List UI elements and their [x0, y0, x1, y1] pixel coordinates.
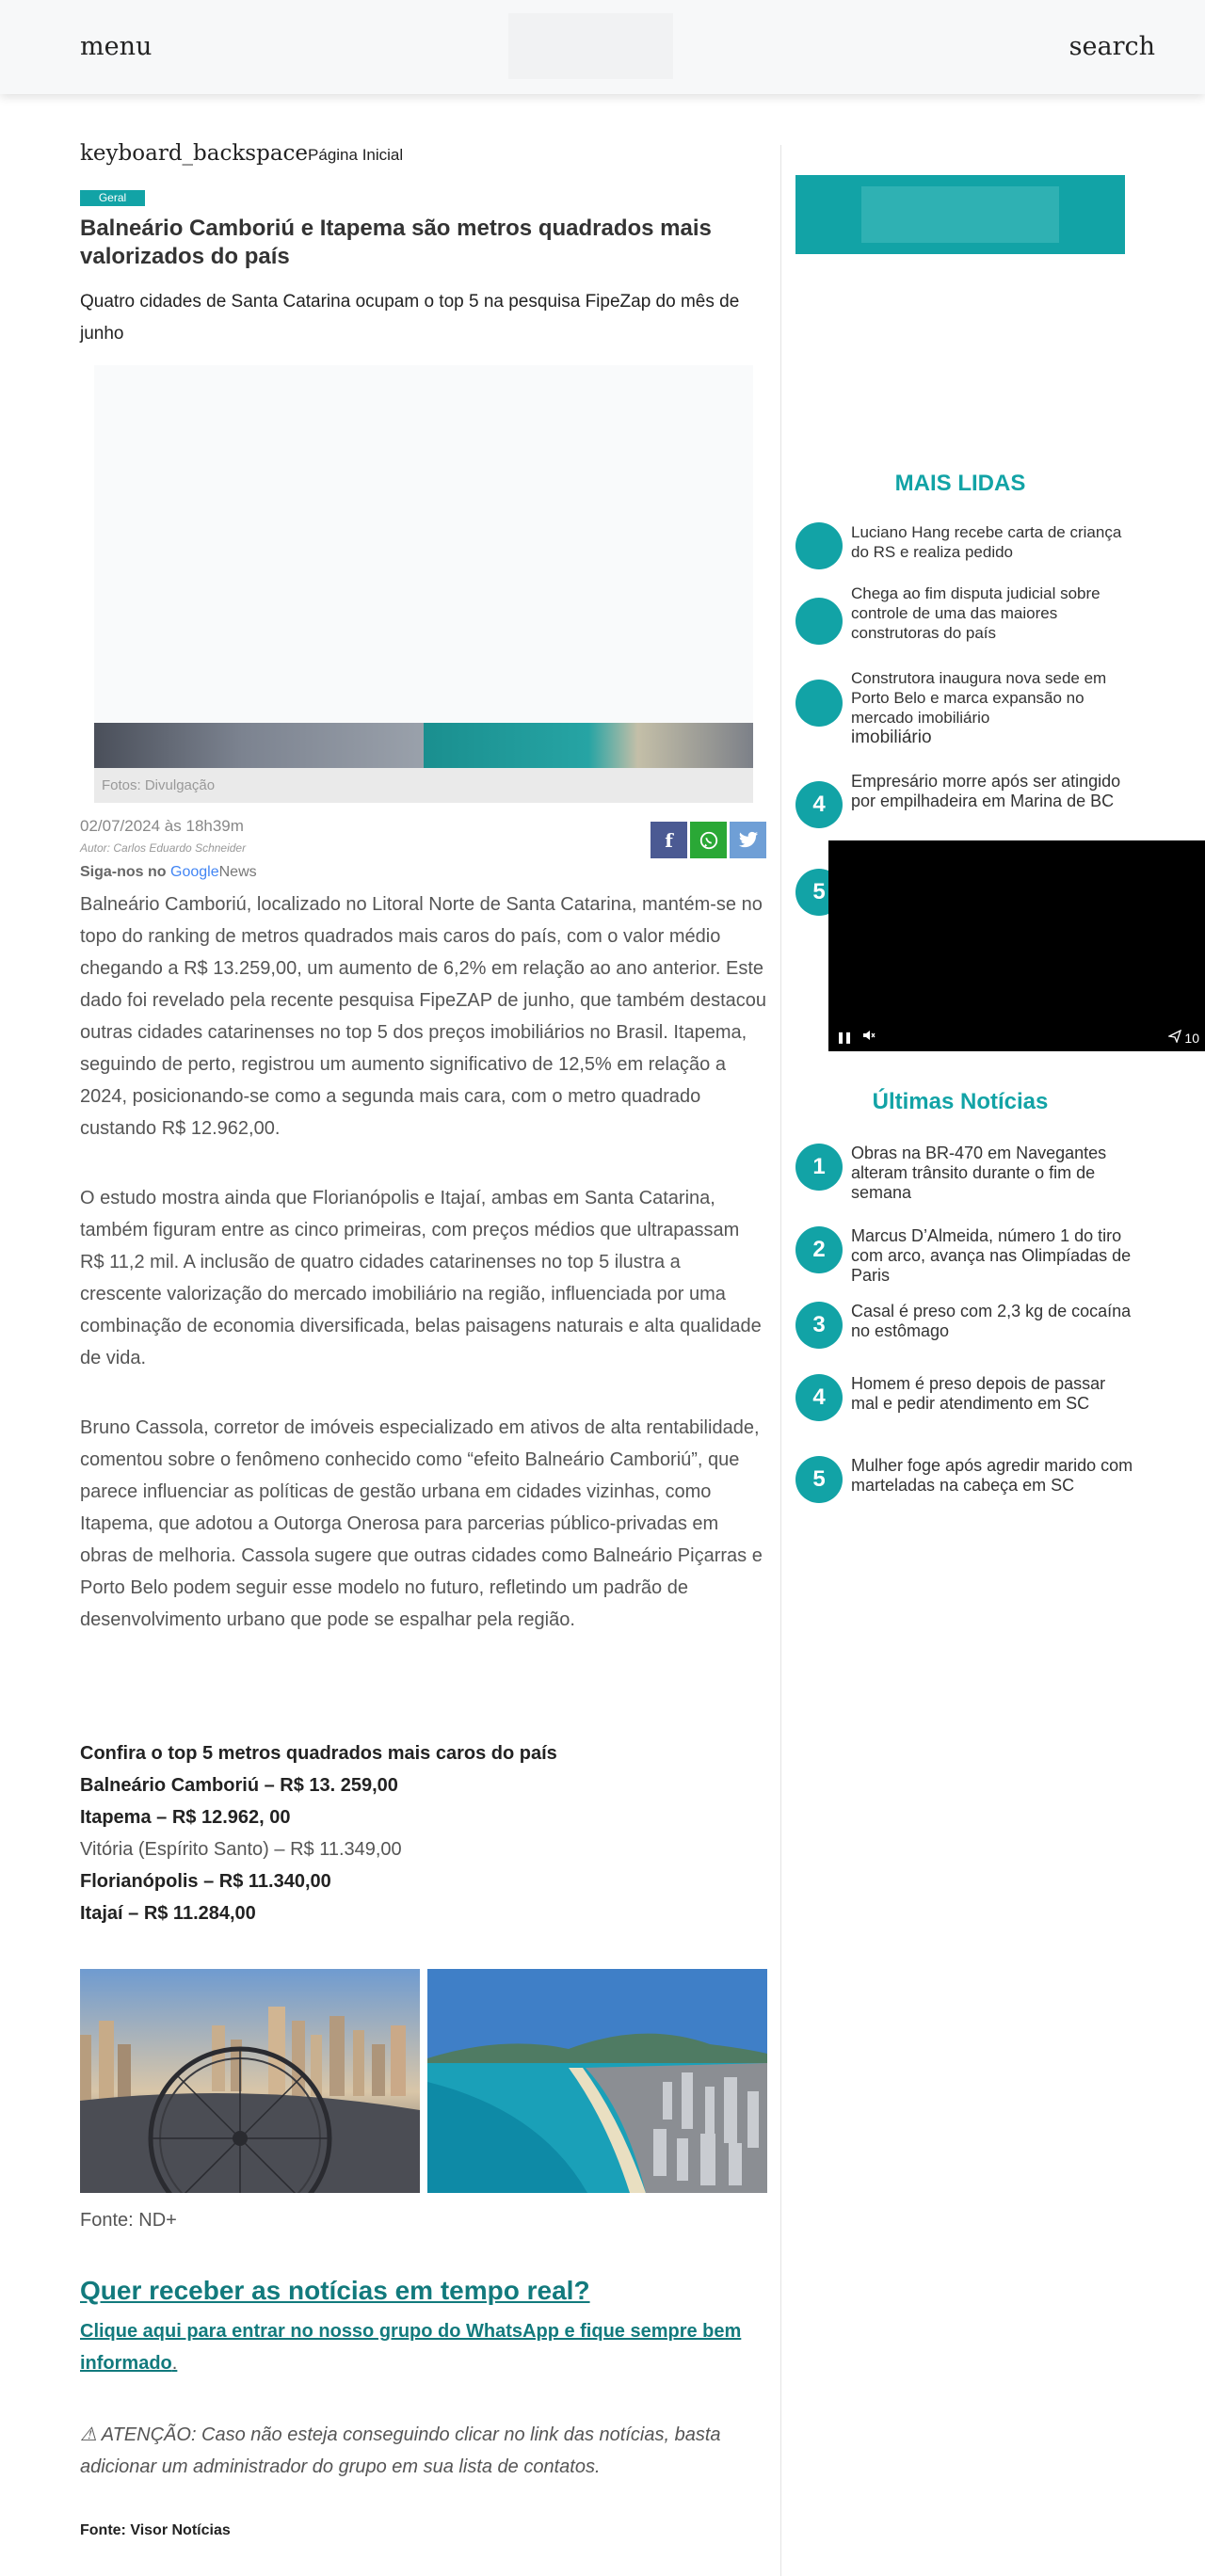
- article-title: Balneário Camboriú e Itapema são metros quadrados mais valorizados do país: [80, 216, 712, 269]
- category-badge[interactable]: Geral: [80, 190, 145, 206]
- banner-inner: [861, 186, 1059, 243]
- column-divider: [780, 145, 781, 2576]
- ferris-wheel-photo: [80, 1969, 420, 2193]
- breadcrumb-label: Página Inicial: [308, 146, 404, 164]
- sidebar-banner[interactable]: [795, 175, 1125, 254]
- article-paragraph: Bruno Cassola, corretor de imóveis especializado em ativos de alta rentabilidade, comentou sobre o fenômeno conhecido como “efeito Balneário Camboriú”, que parece influenciar as políticas de gestão urbana em cidades vizinhas, como Itapema, que adotou a Outorga Onerosa para parcerias público-privadas em obras de melhoria. Cassola sugere que outras cidades como Balneário Piçarras e Porto Belo podem seguir esse modelo no futuro, refletindo um padrão de desenvolvimento urbano que pode se espalhar pela região.: [80, 1417, 763, 1630]
- search-button[interactable]: search: [1068, 32, 1155, 61]
- menu-button[interactable]: menu: [80, 32, 153, 61]
- ranking-item: Balneário Camboriú – R$ 13. 259,00: [80, 1775, 398, 1796]
- back-link[interactable]: [80, 141, 403, 166]
- rank-circle: [795, 680, 843, 727]
- rank-circle: [795, 598, 843, 645]
- ranking-item: Itajaí – R$ 11.284,00: [80, 1903, 256, 1924]
- ranking-item: Vitória (Espírito Santo) – R$ 11.349,00: [80, 1839, 402, 1860]
- share-twitter-button[interactable]: [730, 822, 766, 858]
- mais-lidas-overlay: imobiliário: [851, 728, 932, 747]
- site-logo[interactable]: [508, 13, 673, 79]
- ultimas-link[interactable]: Marcus D’Almeida, número 1 do tiro com arco, avança nas Olimpíadas de Paris: [851, 1226, 1132, 1285]
- warning-note: ⚠ ATENÇÃO: Caso não esteja conseguindo clicar no link das notícias, basta adicionar um administrador do grupo em sua lista de contatos.: [80, 2424, 721, 2477]
- google-news-logo: GoogleNews: [170, 864, 257, 880]
- follow-google-news[interactable]: [80, 864, 257, 881]
- ultimas-link[interactable]: Mulher foge após agredir marido com marteladas na cabeça em SC: [851, 1456, 1133, 1495]
- share-facebook-button[interactable]: [651, 822, 687, 858]
- facebook-icon: f: [665, 828, 673, 852]
- article-body: [80, 888, 767, 1673]
- hero-image-strip: [94, 723, 753, 768]
- rank-number: 5: [795, 1456, 843, 1503]
- back-icon: keyboard_backspace: [80, 141, 309, 166]
- pause-icon[interactable]: ❚❚: [836, 1031, 852, 1044]
- ferris-wheel-image: [94, 723, 424, 768]
- rank-number: 5: [795, 869, 843, 916]
- whatsapp-group-link-wrap: Clique aqui para entrar no nosso grupo do WhatsApp e fique sempre bem informado.: [80, 2321, 742, 2374]
- whatsapp-icon: [699, 830, 719, 851]
- twitter-icon: [738, 831, 759, 850]
- realtime-news-link[interactable]: Quer receber as notícias em tempo real?: [80, 2276, 590, 2305]
- follow-label: Siga-nos no: [80, 864, 167, 880]
- ranking-item: Florianópolis – R$ 11.340,00: [80, 1871, 331, 1892]
- floating-video-player[interactable]: [828, 840, 1205, 1051]
- share-whatsapp-button[interactable]: [690, 822, 727, 858]
- mais-lidas-link[interactable]: Construtora inaugura nova sede em Porto Belo e marca expansão no mercado imobiliário: [851, 669, 1107, 727]
- rank-number: 2: [795, 1226, 843, 1273]
- beach-aerial-photo: [427, 1969, 767, 2193]
- article-source: Fonte: Visor Notícias: [80, 2522, 231, 2538]
- rank-number: 1: [795, 1144, 843, 1191]
- video-share[interactable]: [1168, 1030, 1199, 1046]
- image-caption: Fotos: Divulgação: [94, 768, 753, 803]
- rank-circle: [795, 522, 843, 569]
- ultimas-title: Últimas Notícias: [872, 1089, 1049, 1114]
- mais-lidas-link[interactable]: Chega ao fim disputa judicial sobre controle de uma das maiores construtoras do país: [851, 584, 1101, 642]
- article-subtitle: Quatro cidades de Santa Catarina ocupam o top 5 na pesquisa FipeZap do mês de junho: [80, 292, 740, 344]
- rank-number: 3: [795, 1302, 843, 1349]
- send-icon: [1168, 1030, 1181, 1043]
- article-paragraph: Balneário Camboriú, localizado no Litoral Norte de Santa Catarina, mantém-se no topo do ranking de metros quadrados mais caros do país, com o valor médio chegando a R$ 13.259,00, um aumento de 6,2% em relação ao ano anterior. Este dado foi revelado pela recente pesquisa FipeZAP de junho, que também destacou outras cidades catarinenses no top 5 dos preços imobiliários no Brasil. Itapema, seguindo de perto, registrou um aumento significativo de 12,5% em relação a 2024, posicionando-se como a segunda mais cara, com o metro quadrado custando R$ 12.962,00.: [80, 894, 767, 1139]
- whatsapp-group-link[interactable]: Clique aqui para entrar no nosso grupo do WhatsApp e fique sempre bem informado: [80, 2321, 742, 2374]
- mute-icon[interactable]: [862, 1029, 876, 1045]
- rank-number: 4: [795, 1374, 843, 1421]
- publish-date: 02/07/2024 às 18h39m: [80, 817, 244, 835]
- ultimas-link[interactable]: Casal é preso com 2,3 kg de cocaína no estômago: [851, 1302, 1132, 1340]
- mais-lidas-link[interactable]: Luciano Hang recebe carta de criança do RS e realiza pedido: [851, 523, 1122, 561]
- photo-source: Fonte: ND+: [80, 2210, 177, 2231]
- ranking-title: Confira o top 5 metros quadrados mais caros do país: [80, 1743, 557, 1764]
- mais-lidas-link[interactable]: Empresário morre após ser atingido por empilhadeira em Marina de BC: [851, 772, 1121, 810]
- author: Autor: Carlos Eduardo Schneider: [80, 841, 247, 855]
- ultimas-link[interactable]: Homem é preso depois de passar mal e pedir atendimento em SC: [851, 1374, 1106, 1413]
- mais-lidas-title: MAIS LIDAS: [894, 471, 1026, 496]
- hero-image: [94, 365, 753, 803]
- article-paragraph: O estudo mostra ainda que Florianópolis e Itajaí, ambas em Santa Catarina, também figuram entre as cinco primeiras, com preços médios que ultrapassam R$ 11,2 mil. A inclusão de quatro cidades catarinenses no top 5 ilustra a crescente valorização do mercado imobiliário na região, influenciada por uma combinação de economia diversificada, belas paisagens naturais e alta qualidade de vida.: [80, 1188, 762, 1368]
- site-header: [0, 0, 1205, 94]
- rank-number: 4: [795, 781, 843, 828]
- ranking-item: Itapema – R$ 12.962, 00: [80, 1807, 291, 1828]
- video-share-count: 10: [1184, 1031, 1199, 1046]
- ultimas-link[interactable]: Obras na BR-470 em Navegantes alteram trânsito durante o fim de semana: [851, 1144, 1107, 1202]
- beach-image: [424, 723, 753, 768]
- ranking-list: [80, 1737, 767, 1929]
